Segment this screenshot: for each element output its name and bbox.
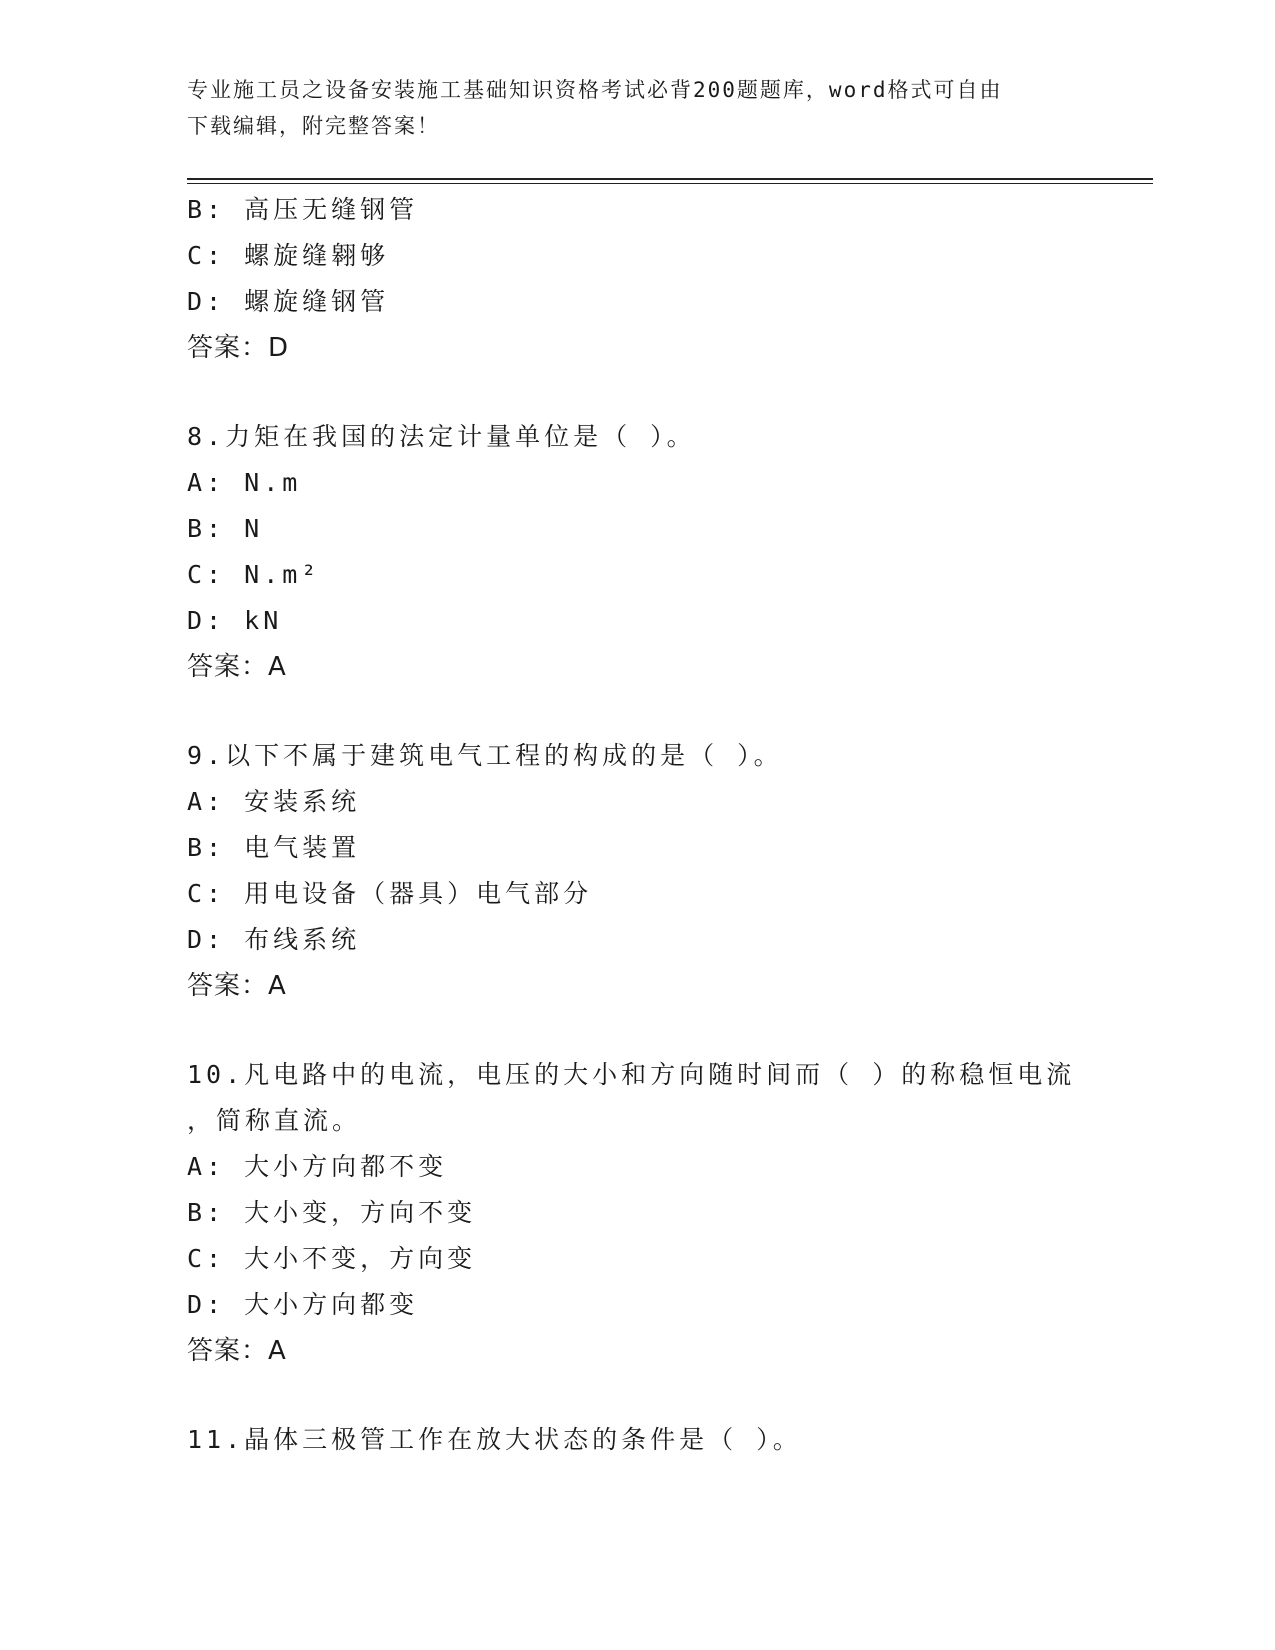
option-c: C: 大小不变，方向变	[187, 1244, 477, 1273]
spacer	[187, 1374, 1087, 1417]
option-c: C: 螺旋缝翱够	[187, 241, 390, 270]
option-d: D: 大小方向都变	[187, 1290, 419, 1319]
option-b: B: 电气装置	[187, 833, 361, 862]
question-block-11	[187, 1417, 1087, 1463]
option-b: B: 大小变，方向不变	[187, 1198, 477, 1227]
question-text: 9.以下不属于建筑电气工程的构成的是（ ）。	[187, 741, 783, 770]
answer-line: 答案：D	[187, 333, 290, 363]
question-block-8	[187, 414, 1087, 690]
option-b: B: N	[187, 514, 264, 543]
header-divider-thin	[187, 183, 1153, 184]
header-line-2: 下载编辑，附完整答案！	[187, 114, 440, 138]
question-block-7	[187, 187, 1087, 371]
answer-line: 答案：A	[187, 1336, 287, 1366]
answer-line: 答案：A	[187, 652, 287, 682]
option-b: B: 高压无缝钢管	[187, 195, 419, 224]
header-line-1: 专业施工员之设备安装施工基础知识资格考试必背200题题库，word格式可自由	[187, 78, 1003, 102]
question-list	[187, 187, 1087, 1463]
question-text-line-1: 10.凡电路中的电流，电压的大小和方向随时间而（ ）的称稳恒电流	[187, 1060, 1076, 1089]
spacer	[187, 371, 1087, 414]
question-block-10	[187, 1052, 1087, 1374]
option-d: D: 螺旋缝钢管	[187, 287, 390, 316]
option-a: A: N.m	[187, 468, 302, 497]
answer-line: 答案：A	[187, 971, 287, 1001]
document-header	[187, 72, 1067, 144]
spacer	[187, 690, 1087, 733]
question-block-9	[187, 733, 1087, 1009]
option-c: C: N.m²	[187, 560, 321, 589]
option-a: A: 大小方向都不变	[187, 1152, 448, 1181]
question-text: 8.力矩在我国的法定计量单位是（ ）。	[187, 422, 696, 451]
option-d: D: 布线系统	[187, 925, 361, 954]
option-c: C: 用电设备（器具）电气部分	[187, 879, 593, 908]
header-divider-thick	[187, 178, 1153, 180]
option-d: D: kN	[187, 606, 283, 635]
option-a: A: 安装系统	[187, 787, 361, 816]
question-text: 11.晶体三极管工作在放大状态的条件是（ ）。	[187, 1425, 802, 1454]
question-text-line-2: ，简称直流。	[187, 1106, 362, 1135]
spacer	[187, 1009, 1087, 1052]
